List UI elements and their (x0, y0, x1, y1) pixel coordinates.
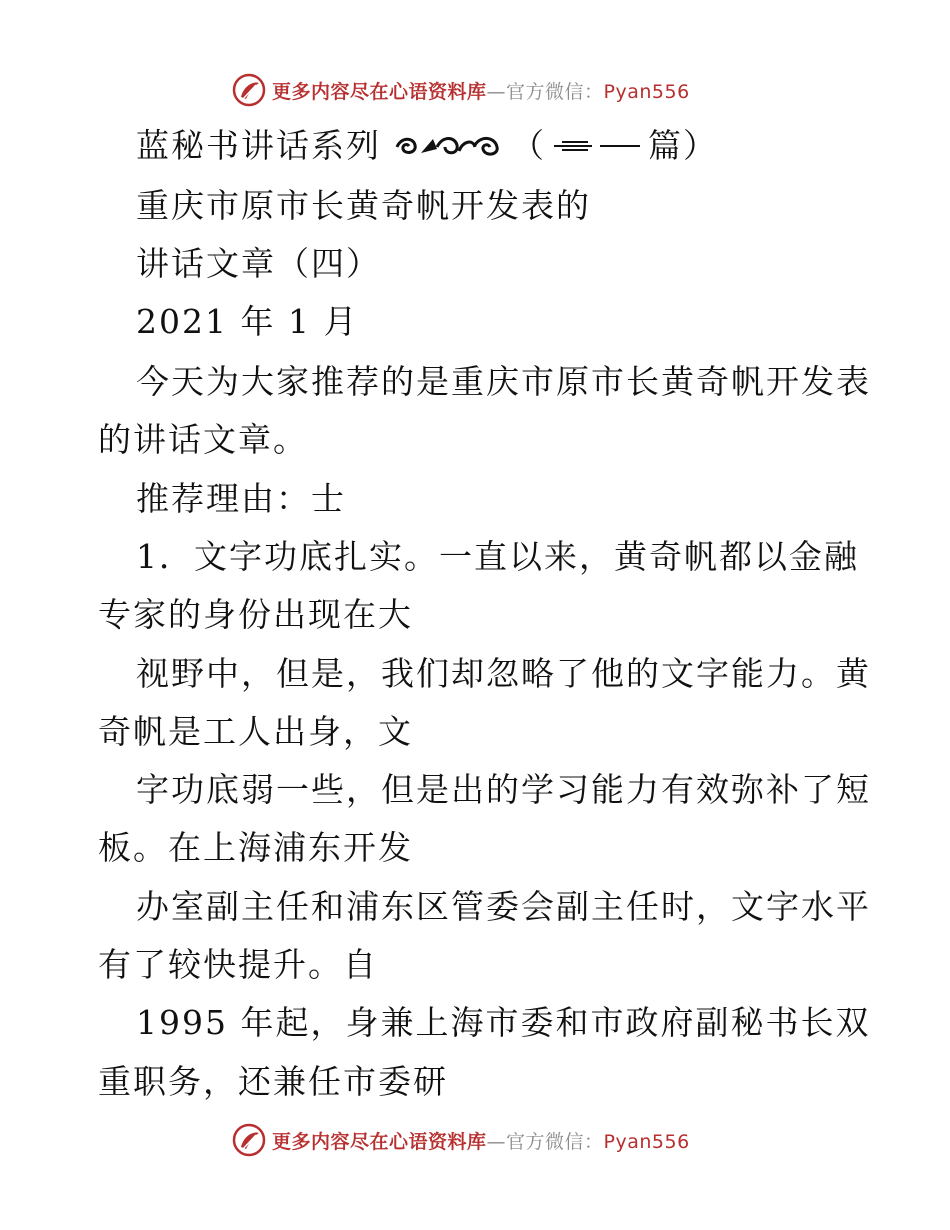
body-line: 推荐理由：士 (136, 479, 346, 518)
body-line: 专家的身份出现在大 (98, 595, 413, 634)
body-line: 字功底弱一些，但是出的学习能力有效弥补了短 (136, 770, 871, 809)
body-line: 今天为大家推荐的是重庆市原市长黄奇帆开发表 (136, 362, 871, 401)
banner-title: 更多内容尽在心语资料库 (272, 1130, 487, 1153)
body-line: 奇帆是工人出身，文 (98, 712, 413, 751)
body-line: 办室副主任和浦东区管委会副主任时，文字水平 (136, 887, 871, 926)
subtitle-line-2: 讲话文章（四） (136, 244, 381, 283)
body-line: 的讲话文章。 (98, 420, 308, 459)
banner-wechat-id: Pyan556 (603, 80, 690, 103)
document-title (136, 126, 718, 166)
banner-title: 更多内容尽在心语资料库 (272, 80, 487, 103)
title-suffix: 篇） (648, 126, 718, 165)
dash-mark-icon (552, 135, 642, 157)
brand-logo-icon (232, 73, 266, 107)
title-prefix: 蓝秘书讲话系列 (136, 126, 381, 165)
banner-wechat-id: Pyan556 (603, 1130, 690, 1153)
banner-separator: — (486, 80, 507, 103)
body-line: 板。在上海浦东开发 (98, 828, 413, 867)
document-date: 2021 年 1 月 (136, 302, 359, 341)
subtitle-line-1: 重庆市原市长黄奇帆开发表的 (136, 186, 591, 225)
banner-text (272, 77, 690, 104)
body-line: 重职务，还兼任市委研 (98, 1062, 448, 1101)
title-paren-open: （ (511, 126, 546, 165)
body-line: 1995 年起，身兼上海市委和市政府副秘书长双 (136, 1003, 871, 1042)
body-line: 视野中，但是，我们却忽略了他的文字能力。黄 (136, 654, 871, 693)
banner-text (272, 1127, 690, 1154)
body-line: 有了较快提升。自 (98, 945, 378, 984)
footer-banner (232, 1120, 690, 1160)
header-banner (232, 70, 690, 110)
banner-separator: — (486, 1130, 507, 1153)
banner-wechat-label: 官方微信： (506, 80, 604, 103)
body-line: 1．文字功底扎实。一直以来，黄奇帆都以金融 (136, 537, 859, 576)
ornament-icon (393, 131, 503, 161)
brand-logo-icon (232, 1123, 266, 1157)
banner-wechat-label: 官方微信： (506, 1130, 604, 1153)
